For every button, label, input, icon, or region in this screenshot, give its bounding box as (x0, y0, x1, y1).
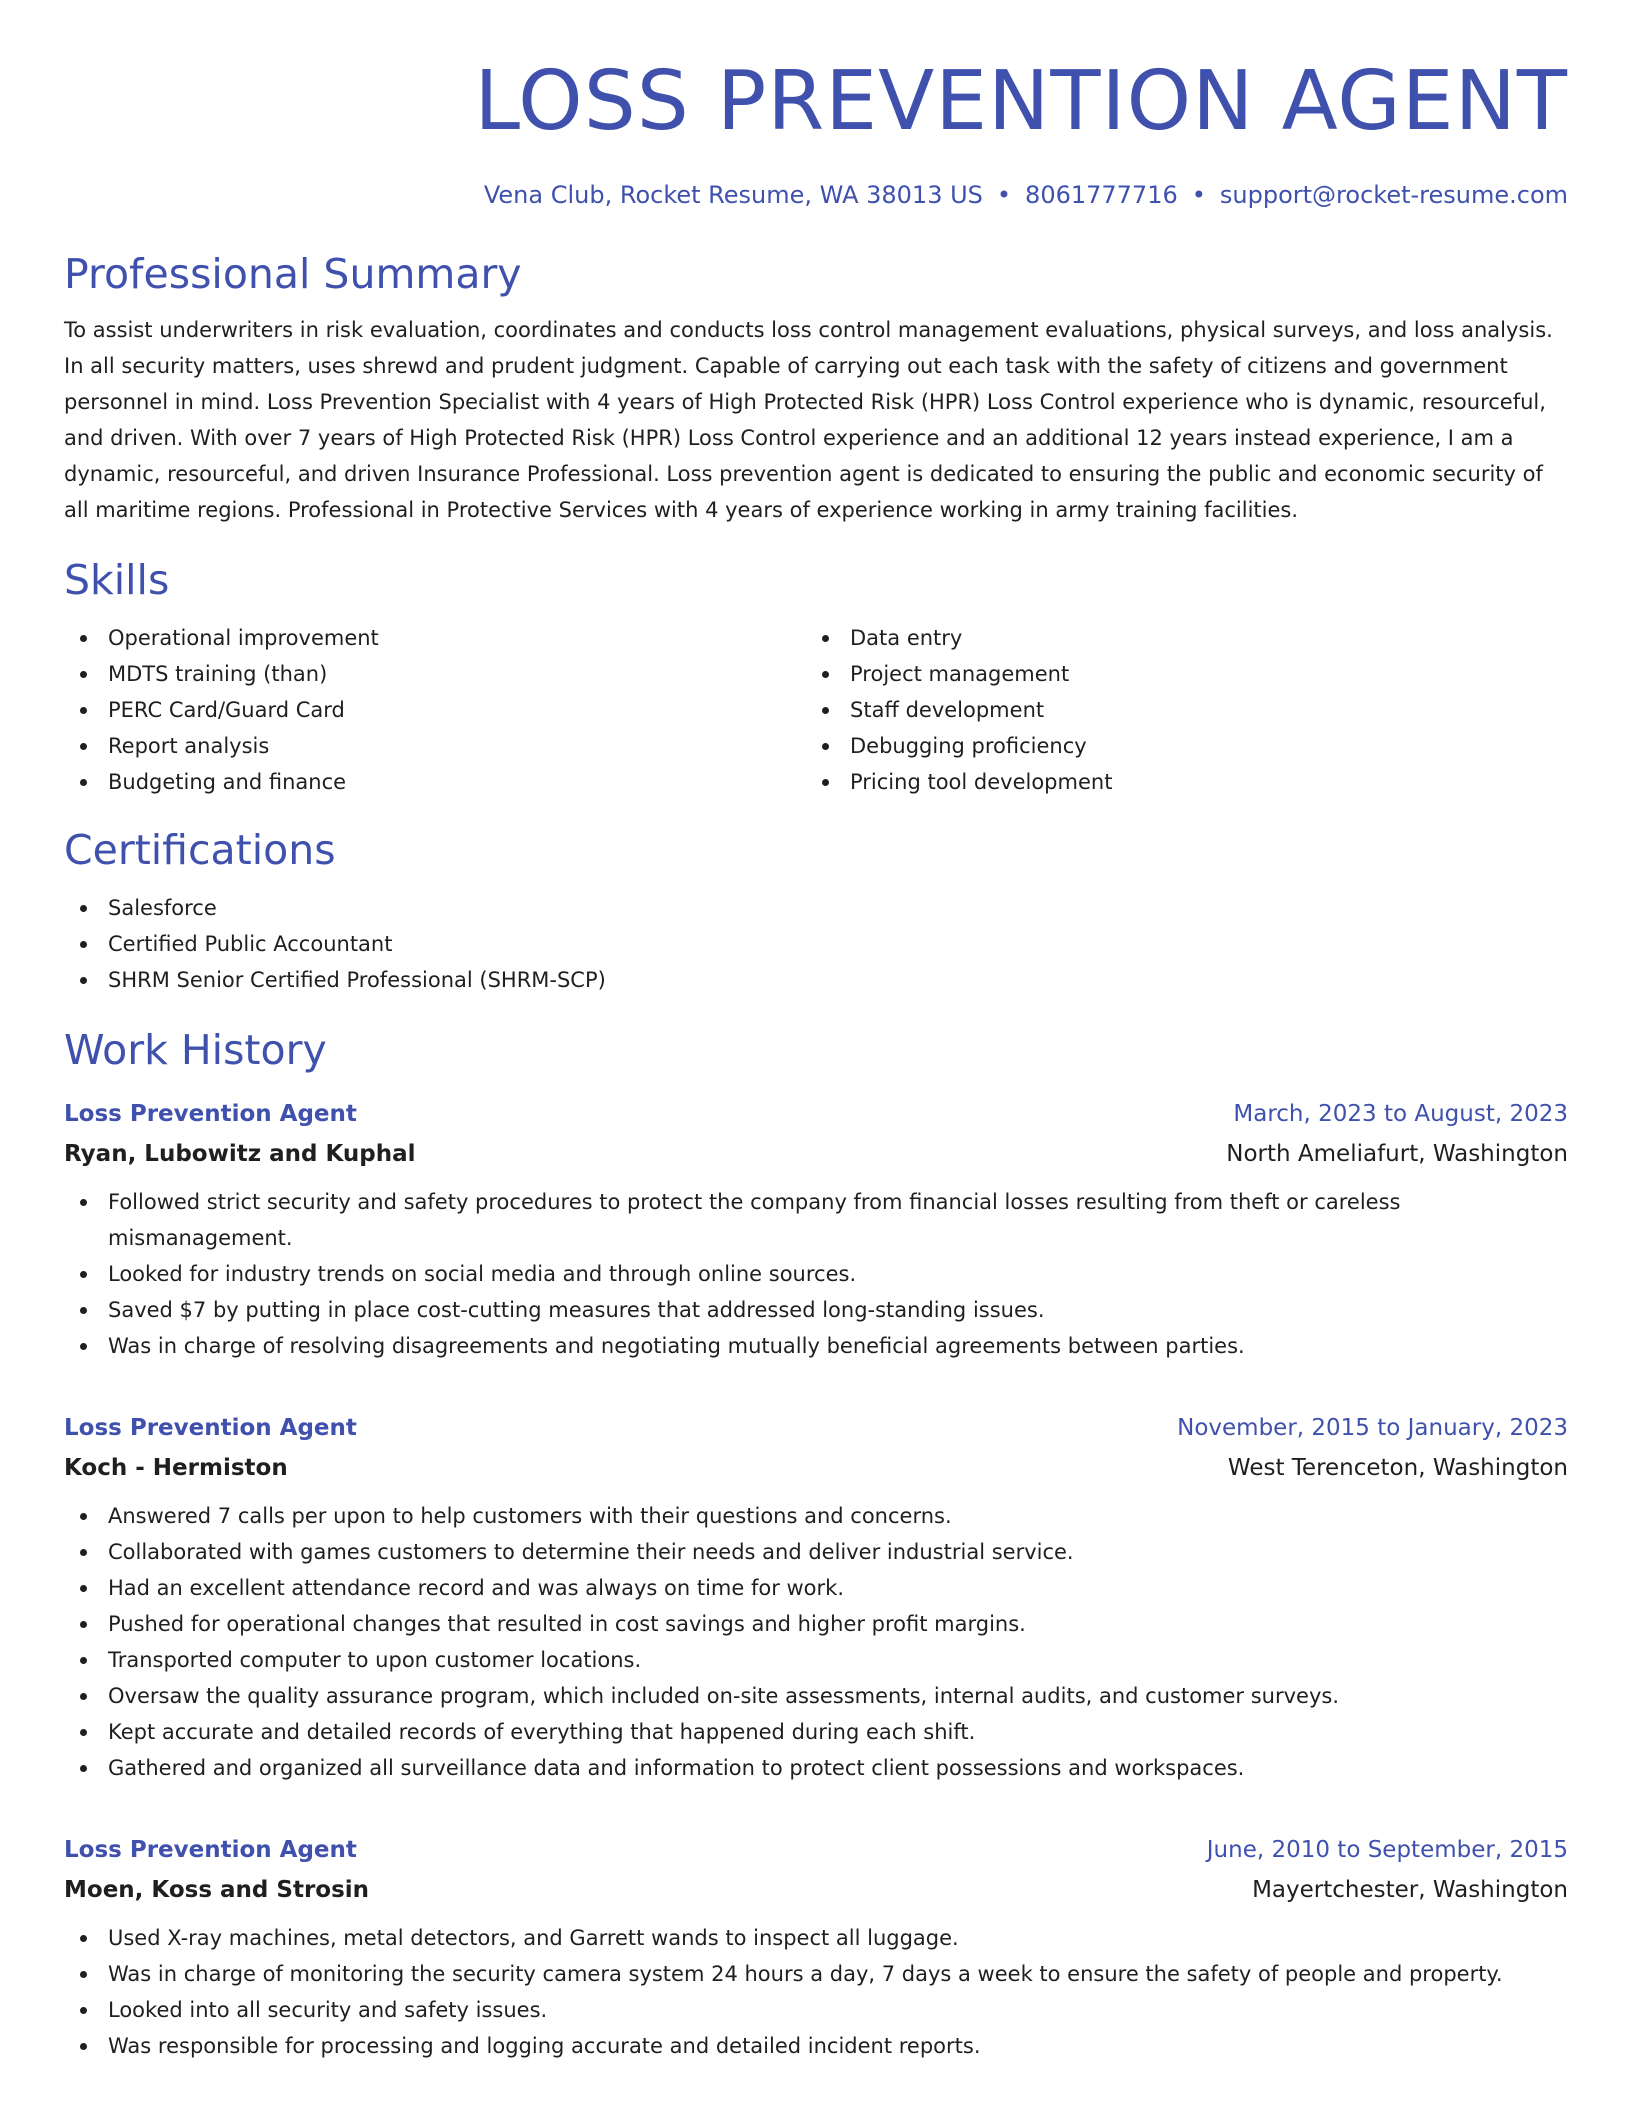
job-entry (64, 1094, 1568, 1364)
skill-item: Staff development (806, 692, 1548, 728)
job-company-row (64, 1870, 1568, 1910)
skill-item: MDTS training (than) (64, 656, 806, 692)
section-title-certifications: Certifications (64, 826, 336, 874)
job-location: Mayertchester, Washington (1252, 1877, 1568, 1903)
job-duty: Followed strict security and safety procedures to protect the company from financial losses resulting from theft or careless mismanagement. (64, 1184, 1568, 1256)
skill-item: Project management (806, 656, 1548, 692)
job-title: Loss Prevention Agent (64, 1415, 357, 1441)
job-duties-list (64, 1184, 1568, 1364)
job-header-row (64, 1830, 1568, 1870)
certification-item: SHRM Senior Certified Professional (SHRM-SCP) (64, 962, 1568, 998)
job-header-row (64, 1408, 1568, 1448)
job-duty: Was responsible for processing and logging accurate and detailed incident reports. (64, 2028, 1568, 2064)
job-duty: Transported computer to upon customer locations. (64, 1642, 1568, 1678)
skill-item: Data entry (806, 620, 1548, 656)
job-entry (64, 1830, 1568, 2064)
certification-item: Salesforce (64, 890, 1568, 926)
job-duty: Saved $7 by putting in place cost-cutting measures that addressed long-standing issues. (64, 1292, 1568, 1328)
job-dates: March, 2023 to August, 2023 (1233, 1101, 1568, 1127)
section-title-summary: Professional Summary (64, 250, 522, 298)
certification-item: Certified Public Accountant (64, 926, 1568, 962)
job-company: Ryan, Lubowitz and Kuphal (64, 1141, 416, 1167)
job-dates: November, 2015 to January, 2023 (1177, 1415, 1568, 1441)
skills-column-left (64, 620, 806, 800)
resume-name: LOSS PREVENTION AGENT (474, 54, 1568, 149)
skill-item: PERC Card/Guard Card (64, 692, 806, 728)
separator-dot: • (996, 181, 1012, 209)
job-duties-list (64, 1920, 1568, 2064)
job-duty: Looked for industry trends on social media and through online sources. (64, 1256, 1568, 1292)
job-header-row (64, 1094, 1568, 1134)
job-title: Loss Prevention Agent (64, 1837, 357, 1863)
skill-item: Report analysis (64, 728, 806, 764)
job-duty: Was in charge of resolving disagreements and negotiating mutually beneficial agreements between parties. (64, 1328, 1568, 1364)
job-duty: Was in charge of monitoring the security camera system 24 hours a day, 7 days a week to ensure the safety of people and property. (64, 1956, 1568, 1992)
job-duty: Oversaw the quality assurance program, which included on-site assessments, internal audits, and customer surveys. (64, 1678, 1568, 1714)
certifications-list (64, 890, 1568, 998)
resume-page (64, 54, 1568, 2064)
job-company-row (64, 1448, 1568, 1488)
job-duty: Had an excellent attendance record and was always on time for work. (64, 1570, 1568, 1606)
summary-text: To assist underwriters in risk evaluation, coordinates and conducts loss control management evaluations, physical surveys, and loss analysis. In all security matters, uses shrewd and prudent judgment. Capable of carrying out each task with the safety of citizens and government personnel in mind. Loss Prevention Specialist with 4 years of High Protected Risk (HPR) Loss Control experience who is dynamic, resourceful, and driven. With over 7 years of High Protected Risk (HPR) Loss Control experience and an additional 12 years instead experience, I am a dynamic, resourceful, and driven Insurance Professional. Loss prevention agent is dedicated to ensuring the public and economic security of all maritime regions. Professional in Protective Services with 4 years of experience working in army training facilities. (64, 318, 1553, 522)
job-location: North Ameliafurt, Washington (1226, 1141, 1568, 1167)
job-title: Loss Prevention Agent (64, 1101, 357, 1127)
job-duty: Pushed for operational changes that resulted in cost savings and higher profit margins. (64, 1606, 1568, 1642)
job-duty: Used X-ray machines, metal detectors, and Garrett wands to inspect all luggage. (64, 1920, 1568, 1956)
job-duties-list (64, 1498, 1568, 1786)
job-entry (64, 1408, 1568, 1786)
contact-phone: 8061777716 (1025, 181, 1178, 209)
section-title-work-history: Work History (64, 1026, 327, 1074)
contact-address: Vena Club, Rocket Resume, WA 38013 US (483, 181, 983, 209)
job-company: Moen, Koss and Strosin (64, 1877, 370, 1903)
job-company-row (64, 1134, 1568, 1174)
job-duty: Looked into all security and safety issues. (64, 1992, 1568, 2028)
job-duty: Kept accurate and detailed records of everything that happened during each shift. (64, 1714, 1568, 1750)
job-duty: Collaborated with games customers to determine their needs and deliver industrial service. (64, 1534, 1568, 1570)
skill-item: Debugging proficiency (806, 728, 1548, 764)
job-company: Koch - Hermiston (64, 1455, 288, 1481)
job-duty: Gathered and organized all surveillance data and information to protect client possessions and workspaces. (64, 1750, 1568, 1786)
skill-item: Pricing tool development (806, 764, 1548, 800)
separator-dot: • (1191, 181, 1206, 209)
contact-line (64, 178, 1568, 212)
job-location: West Terenceton, Washington (1227, 1455, 1568, 1481)
job-duty: Answered 7 calls per upon to help customers with their questions and concerns. (64, 1498, 1568, 1534)
skill-item: Operational improvement (64, 620, 806, 656)
section-title-skills: Skills (64, 556, 170, 604)
contact-email[interactable]: support@rocket-resume.com (1219, 181, 1568, 209)
skills-column-right (806, 620, 1548, 800)
skill-item: Budgeting and finance (64, 764, 806, 800)
skills-list (64, 620, 1568, 800)
job-dates: June, 2010 to September, 2015 (1206, 1837, 1568, 1863)
